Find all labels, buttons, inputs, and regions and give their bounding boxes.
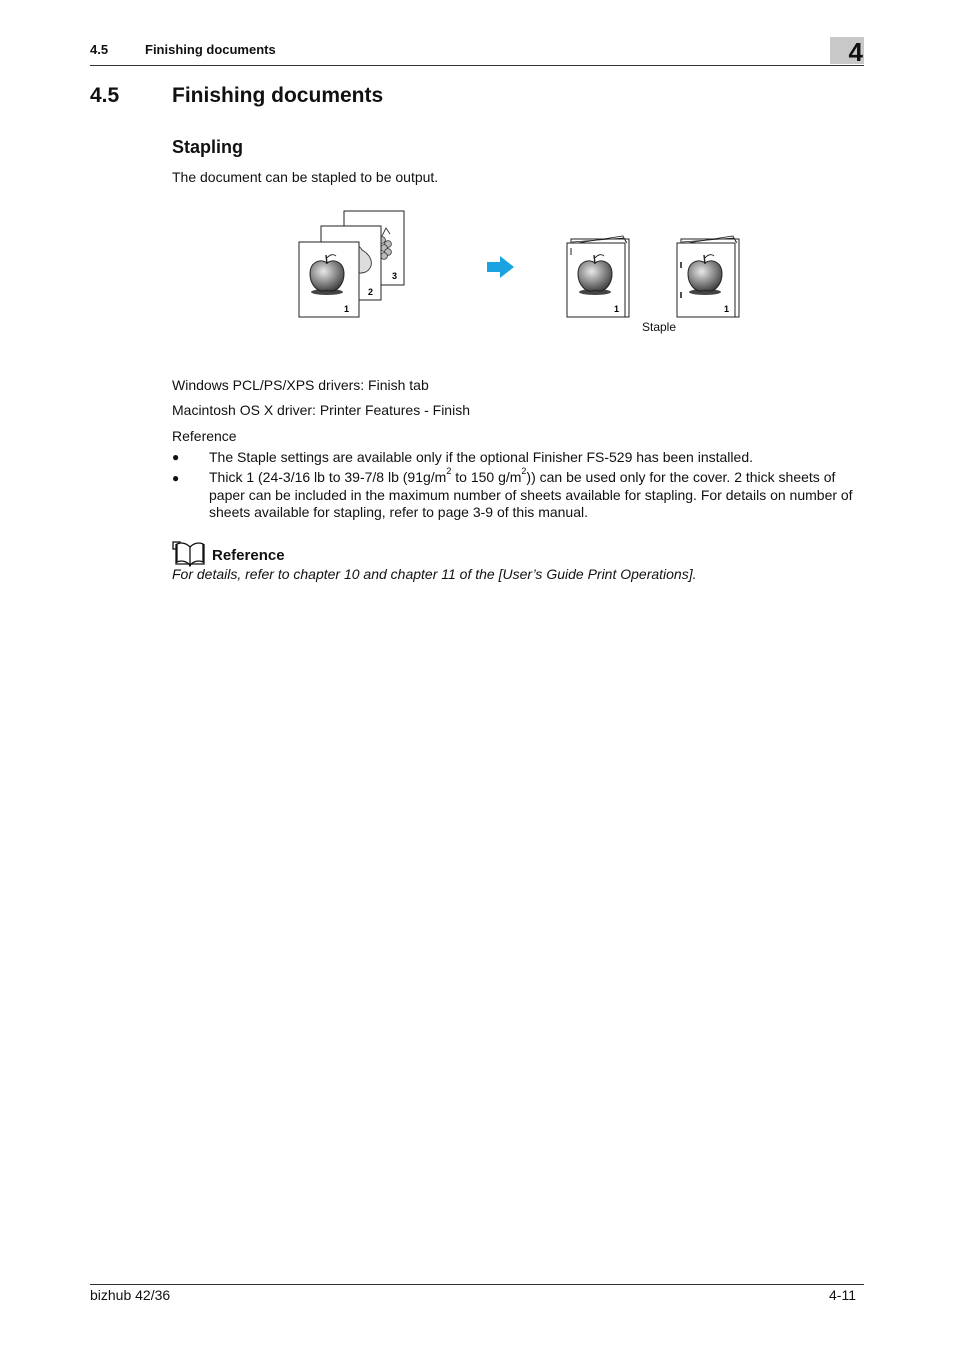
stapling-illustration (296, 208, 746, 323)
section-number: 4.5 (90, 84, 120, 107)
page-title: Finishing documents (172, 84, 384, 107)
reference-label: Reference (172, 428, 237, 444)
bullet-2-part-3: )) can be used only for the cover. 2 thick sheets of paper can be included in the maximum number of sheets available for stapling. For details on number of sheets available for stapling, refer to page 3-9 of this manual. (209, 469, 853, 520)
output-corner-staple (567, 236, 629, 317)
output-1-number: 1 (614, 304, 620, 314)
output-2-number: 1 (724, 304, 730, 314)
intro-text: The document can be stapled to be output. (172, 169, 439, 185)
staple-caption: Staple (642, 320, 677, 334)
output-side-staples (677, 236, 739, 317)
superscript: 2 (521, 466, 527, 477)
bullet-marker: ● (172, 450, 180, 464)
windows-driver-text: Windows PCL/PS/XPS drivers: Finish tab (172, 377, 429, 393)
sheet-1-number: 1 (344, 304, 350, 314)
footer-page-number: 4-11 (829, 1287, 856, 1303)
header-section-number: 4.5 (90, 42, 109, 57)
reference-text: For details, refer to chapter 10 and chapter 11 of the [User’s Guide Print Operations]. (172, 566, 697, 582)
subheading-stapling: Stapling (172, 137, 243, 157)
header-rule (90, 65, 864, 66)
superscript: 2 (446, 466, 452, 477)
bullet-2-text (209, 466, 864, 522)
sheet-1 (299, 242, 359, 317)
footer-rule (90, 1284, 864, 1285)
reference-title: Reference (212, 547, 285, 564)
arrow-right-icon (487, 256, 514, 278)
bullet-2-part-2: to 150 g/m (451, 469, 522, 485)
sheet-2-number: 2 (368, 287, 374, 297)
book-icon (172, 541, 208, 567)
footer-product: bizhub 42/36 (90, 1287, 171, 1303)
header-section-title: Finishing documents (145, 42, 276, 57)
sheet-3-number: 3 (392, 271, 398, 281)
chapter-badge: 4 (830, 37, 864, 64)
bullet-2-part-1: Thick 1 (24-3/16 lb to 39-7/8 lb (91g/m (209, 469, 447, 485)
bullet-marker: ● (172, 471, 180, 485)
bullet-1-text: The Staple settings are available only if the optional Finisher FS-529 has been installed. (209, 449, 753, 465)
mac-driver-text: Macintosh OS X driver: Printer Features - Finish (172, 402, 470, 418)
